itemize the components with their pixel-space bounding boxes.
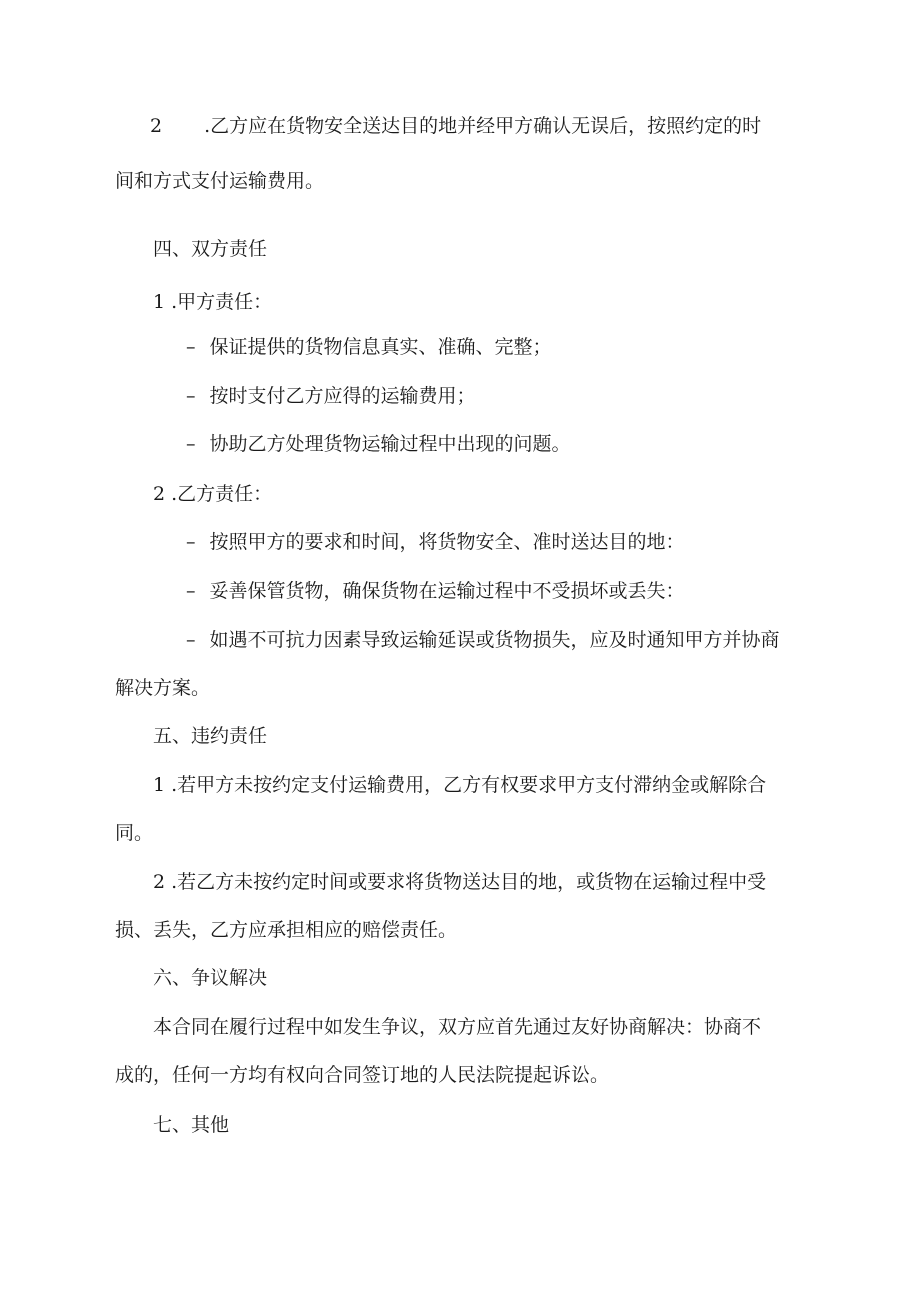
bullet-text: 协助乙方处理货物运输过程中出现的问题。 <box>209 433 571 455</box>
s3-item2-num: 2 <box>150 115 163 137</box>
s5-item1-line1 <box>153 773 766 797</box>
s4-item2-num: 2 <box>153 483 166 505</box>
s4-item1-bullet-3 <box>186 432 571 456</box>
s4-item1-bullet-2 <box>186 384 476 408</box>
dash-icon: – <box>186 580 196 602</box>
dash-icon: – <box>186 629 196 651</box>
s4-item2-text: .乙方责任： <box>171 483 273 505</box>
s4-item2-bullet-3-cont: 解决方案。 <box>115 677 211 699</box>
s6-heading: 六、争议解决 <box>153 967 268 989</box>
bullet-text: 妥善保管货物，确保货物在运输过程中不受损坏或丢失： <box>209 580 685 602</box>
s4-item2 <box>153 482 272 506</box>
s4-item2-bullet-3 <box>186 628 780 652</box>
s3-item2-line1 <box>150 114 761 138</box>
s5-heading: 五、违约责任 <box>153 725 268 747</box>
bullet-text: 按照甲方的要求和时间，将货物安全、准时送达目的地： <box>209 531 685 553</box>
s4-item1-text: .甲方责任： <box>171 291 273 313</box>
s4-item2-bullet-1 <box>186 530 685 554</box>
s5-item1-line2: 同。 <box>115 822 154 844</box>
dash-icon: – <box>186 531 196 553</box>
s5-item1-text: .若甲方未按约定支付运输费用，乙方有权要求甲方支付滞纳金或解除合 <box>171 774 767 796</box>
bullet-text: 按时支付乙方应得的运输费用； <box>209 385 476 407</box>
s3-item2-text: .乙方应在货物安全送达目的地并经甲方确认无误后，按照约定的时 <box>204 115 762 137</box>
s5-item2-line1 <box>153 870 766 894</box>
bullet-text: 如遇不可抗力因素导致运输延误或货物损失，应及时通知甲方并协商 <box>209 629 780 651</box>
dash-icon: – <box>186 385 196 407</box>
s5-item2-num: 2 <box>153 871 166 893</box>
dash-icon: – <box>186 433 196 455</box>
s6-line1: 本合同在履行过程中如发生争议，双方应首先通过友好协商解决：协商不 <box>153 1016 762 1038</box>
s4-item1-bullet-1 <box>186 335 552 359</box>
s5-item1-num: 1 <box>153 774 166 796</box>
s4-item1 <box>153 290 272 314</box>
s4-item1-num: 1 <box>153 291 166 313</box>
bullet-text: 保证提供的货物信息真实、准确、完整； <box>209 336 552 358</box>
s7-heading: 七、其他 <box>153 1114 230 1136</box>
dash-icon: – <box>186 336 196 358</box>
s5-item2-line2: 损、丢失，乙方应承担相应的赔偿责任。 <box>115 919 458 941</box>
s4-item2-bullet-2 <box>186 579 685 603</box>
s3-item2-line2: 间和方式支付运输费用。 <box>115 170 325 192</box>
s4-heading: 四、双方责任 <box>153 238 268 260</box>
s5-item2-text: .若乙方未按约定时间或要求将货物送达目的地，或货物在运输过程中受 <box>171 871 767 893</box>
s6-line2: 成的，任何一方均有权向合同签订地的人民法院提起诉讼。 <box>115 1064 610 1086</box>
